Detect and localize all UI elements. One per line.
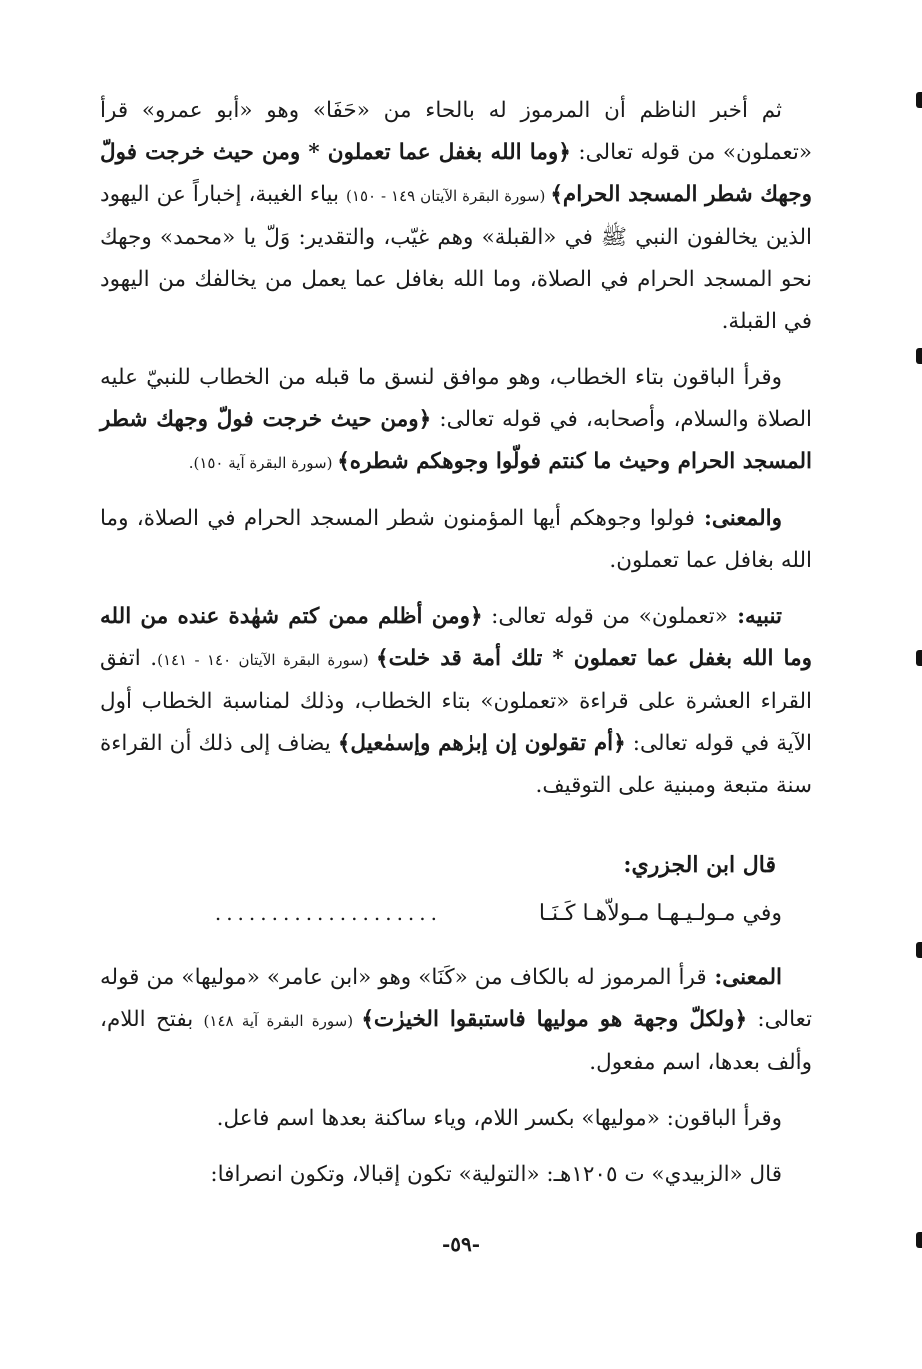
quran-text: ﴿أم تقولون إن إبرٰهم وإسمٰعيل﴾ [337, 731, 626, 756]
edge-mark-3 [916, 650, 922, 666]
text-run: قال «الزبيدي» ت ١٢٠٥هـ: «التولية» تكون إقبالا، وتكون انصرافا: [210, 1162, 782, 1187]
paragraph [100, 1098, 812, 1140]
poem-line [100, 891, 812, 935]
paragraph [100, 498, 812, 582]
citation: (سورة البقرة الآيتان ١٤٠ - ١٤١) [157, 651, 377, 669]
paragraph [100, 90, 812, 343]
paragraph [100, 957, 812, 1084]
poem-dots: .................... [214, 901, 442, 925]
text-run: «تعملون» من قوله تعالى: [482, 604, 728, 629]
text-run: وقرأ الباقون بتاء الخطاب، وهو موافق لنسق ما قبله من الخطاب للنبيّ عليه الصلاة والسلام، وأصحابه، في قوله تعالى: [100, 365, 812, 432]
text-run: . اتفق القراء العشرة على قراءة «تعملون» بتاء الخطاب، وذلك لمناسبة الخطاب أول الآية في قوله تعالى: [100, 646, 812, 756]
section-meaning [100, 957, 812, 1196]
page-body [100, 90, 812, 1210]
quran-text: ﴿ومن حيث خرجت فولّ وجهك شطر المسجد الحرام وحيث ما كنتم فولّوا وجوهكم شطره﴾ [100, 407, 812, 474]
text-run: بفتح اللام، وألف بعدها، اسم مفعول. [100, 1007, 812, 1075]
page-number: -٥٩- [441, 1232, 481, 1256]
citation: (سورة البقرة الآيتان ١٤٩ - ١٥٠) [346, 187, 551, 205]
citation: (سورة البقرة آية ١٤٨) [203, 1012, 362, 1030]
paragraph [100, 596, 812, 807]
paragraph [100, 357, 812, 484]
text-run: يضاف إلى ذلك أن القراءة سنة متبعة ومبنية على التوقيف. [100, 731, 812, 798]
citation: (سورة البقرة آية ١٥٠). [188, 454, 338, 472]
quran-text: المعنى: [706, 965, 782, 990]
verse-heading: قال ابن الجزري: [623, 852, 776, 878]
section-commentary [100, 90, 812, 807]
quran-text: ﴿ومن أظلم ممن كتم شهٰدة عنده من الله وما الله بغفل عما تعملون * تلك أمة قد خلت﴾ [100, 604, 812, 671]
edge-mark-4 [916, 942, 922, 958]
quran-text: والمعنى: [694, 506, 782, 531]
edge-mark-1 [916, 92, 922, 108]
text-run: ثم أخبر الناظم أن المرموز له بالحاء من «حَفَا» وهو «أبو عمرو» قرأ «تعملون» من قوله تعالى: [100, 98, 812, 165]
text-run: بياء الغيبة، إخباراً عن اليهود الذين يخالفون النبي ﷺ في «القبلة» وهم غيّب، والتقدير: وَلّ يا «محمد» وجهك نحو المسجد الحرام في الصلاة، وما الله بغافل عما يعمل من يخالفك من اليهود في القبلة. [100, 182, 812, 334]
poem-hemistich: وفي مـولـيـهـا مـولاّهـا كَـنَـا [538, 901, 782, 926]
quran-text: ﴿وما الله بغفل عما تعملون * ومن حيث خرجت فولّ وجهك شطر المسجد الحرام﴾ [100, 140, 812, 207]
edge-mark-2 [916, 348, 922, 364]
quran-text: ﴿ولكلّ وجهة هو موليها فاستبقوا الخيرٰت﴾ [361, 1007, 748, 1032]
text-run: وقرأ الباقون: «موليها» بكسر اللام، وياء ساكنة بعدها اسم فاعل. [216, 1106, 782, 1131]
quran-text: تنبيه: [727, 604, 782, 629]
paragraph [100, 1154, 812, 1196]
text-run: قرأ المرموز له بالكاف من «كَنَا» وهو «ابن عامر» «موليها» من قوله تعالى: [100, 965, 813, 1032]
text-run: فولوا وجوهكم أيها المؤمنون شطر المسجد الحرام في الصلاة، وما الله بغافل عما تعملون. [100, 506, 812, 573]
